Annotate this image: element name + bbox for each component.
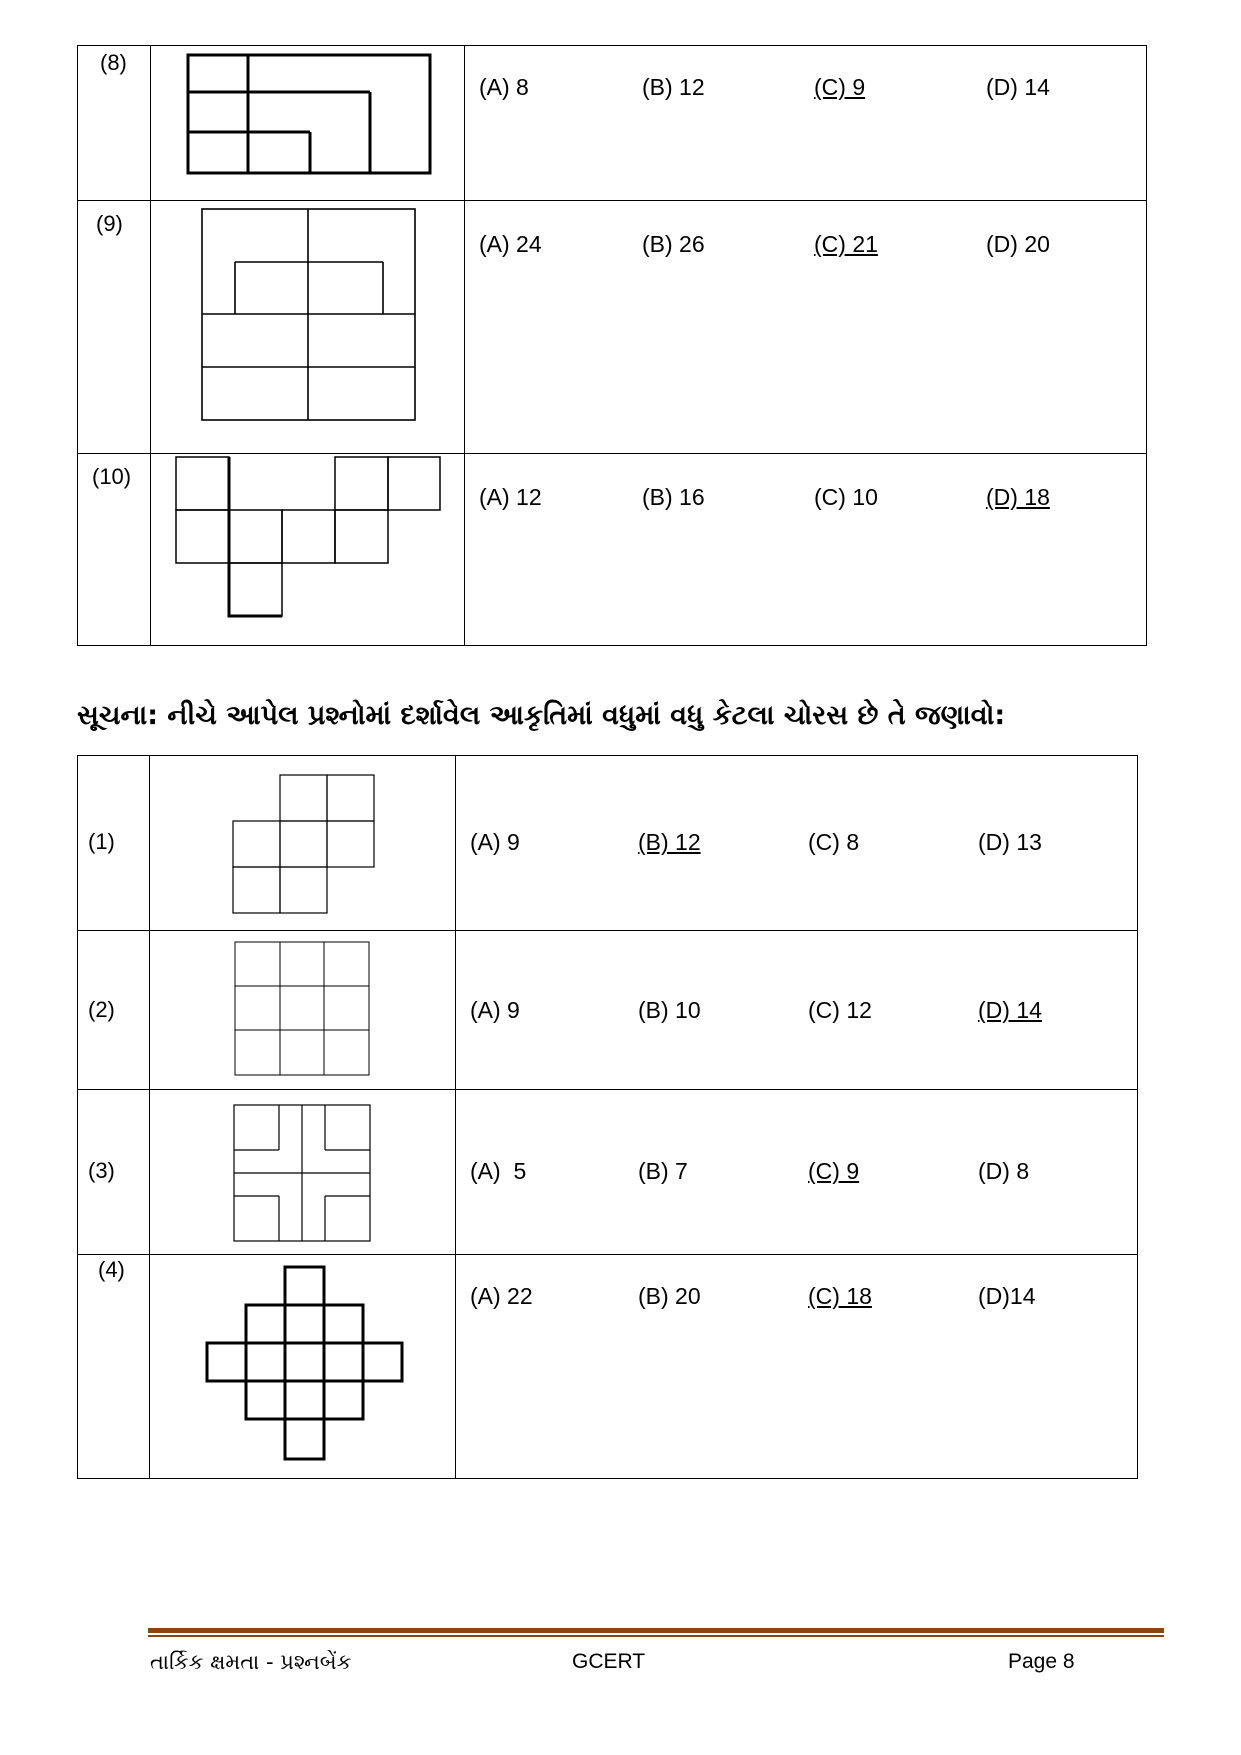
table-row	[78, 1255, 1138, 1479]
option-c-correct: (C) 21	[814, 231, 878, 257]
question-number-cell	[78, 756, 150, 931]
option-b: (B) 16	[642, 484, 705, 510]
option-c: (C) 8	[808, 829, 860, 855]
question-number-cell	[78, 46, 151, 201]
footer-page-number: Page 8	[1008, 1650, 1075, 1673]
figure-q10	[175, 456, 441, 622]
figure-q8	[185, 52, 435, 178]
figure-cell	[150, 1255, 456, 1479]
option-d: (D)14	[978, 1283, 1036, 1309]
question-table-1	[77, 45, 1147, 646]
question-number: (9)	[96, 211, 123, 236]
figure-q3	[233, 1104, 373, 1244]
option-b: (B) 10	[638, 997, 701, 1023]
options-cell	[456, 931, 1138, 1090]
question-table-2	[77, 755, 1138, 1479]
figure-q2	[234, 941, 372, 1077]
figure-q9	[200, 207, 418, 423]
option-a: (A) 22	[470, 1283, 533, 1309]
option-c-correct: (C) 9	[814, 74, 866, 100]
figure-cell	[150, 931, 456, 1090]
figure-cell	[151, 46, 465, 201]
table-row	[78, 201, 1147, 454]
table-row	[78, 756, 1138, 931]
option-a: (A) 9	[470, 829, 520, 855]
figure-q4	[205, 1265, 407, 1473]
option-b: (B) 20	[638, 1283, 701, 1309]
option-a: (A) 24	[479, 231, 542, 257]
figure-cell	[151, 454, 465, 646]
footer-divider-thin	[148, 1635, 1164, 1637]
option-c-correct: (C) 18	[808, 1283, 872, 1309]
options-cell	[456, 756, 1138, 931]
question-number-cell	[78, 201, 151, 454]
instruction-text: સૂચના: નીચે આપેલ પ્રશ્નોમાં દર્શાવેલ આકૃતિમાં વધુમાં વધુ કેટલા ચોરસ છે તે જણાવો:	[77, 700, 1006, 731]
options-cell	[456, 1090, 1138, 1255]
question-number: (8)	[100, 50, 127, 75]
question-number: (2)	[88, 997, 115, 1022]
option-c: (C) 10	[814, 484, 878, 510]
option-b: (B) 26	[642, 231, 705, 257]
question-number: (1)	[88, 829, 115, 854]
option-a: (A) 8	[479, 74, 529, 100]
option-a: (A) 5	[470, 1158, 527, 1184]
question-number-cell	[78, 1255, 150, 1479]
options-cell	[456, 1255, 1138, 1479]
option-d-correct: (D) 14	[978, 997, 1042, 1023]
table-row	[78, 1090, 1138, 1255]
question-number-cell	[78, 931, 150, 1090]
figure-q1	[232, 774, 378, 914]
option-b: (B) 12	[642, 74, 705, 100]
question-number: (10)	[92, 464, 132, 489]
question-number-cell	[78, 1090, 150, 1255]
option-d-correct: (D) 18	[986, 484, 1050, 510]
table-row	[78, 46, 1147, 201]
options-cell	[465, 201, 1147, 454]
table-row	[78, 454, 1147, 646]
options-cell	[465, 46, 1147, 201]
option-a: (A) 9	[470, 997, 520, 1023]
option-b: (B) 7	[638, 1158, 688, 1184]
footer-publisher: GCERT	[572, 1650, 646, 1673]
options-cell	[465, 454, 1147, 646]
option-d: (D) 13	[978, 829, 1042, 855]
option-c-correct: (C) 9	[808, 1158, 860, 1184]
option-d: (D) 20	[986, 231, 1050, 257]
question-number-cell	[78, 454, 151, 646]
question-number: (3)	[88, 1158, 115, 1183]
option-a: (A) 12	[479, 484, 542, 510]
footer-divider-thick	[148, 1628, 1164, 1633]
option-c: (C) 12	[808, 997, 872, 1023]
table-row	[78, 931, 1138, 1090]
option-d: (D) 8	[978, 1158, 1030, 1184]
figure-cell	[150, 1090, 456, 1255]
option-b-correct: (B) 12	[638, 829, 701, 855]
question-number: (4)	[98, 1257, 125, 1282]
figure-cell	[151, 201, 465, 454]
figure-cell	[150, 756, 456, 931]
option-d: (D) 14	[986, 74, 1050, 100]
footer-book-title: તાર્કિક ક્ષમતા - પ્રશ્નબેંક	[150, 1650, 352, 1674]
